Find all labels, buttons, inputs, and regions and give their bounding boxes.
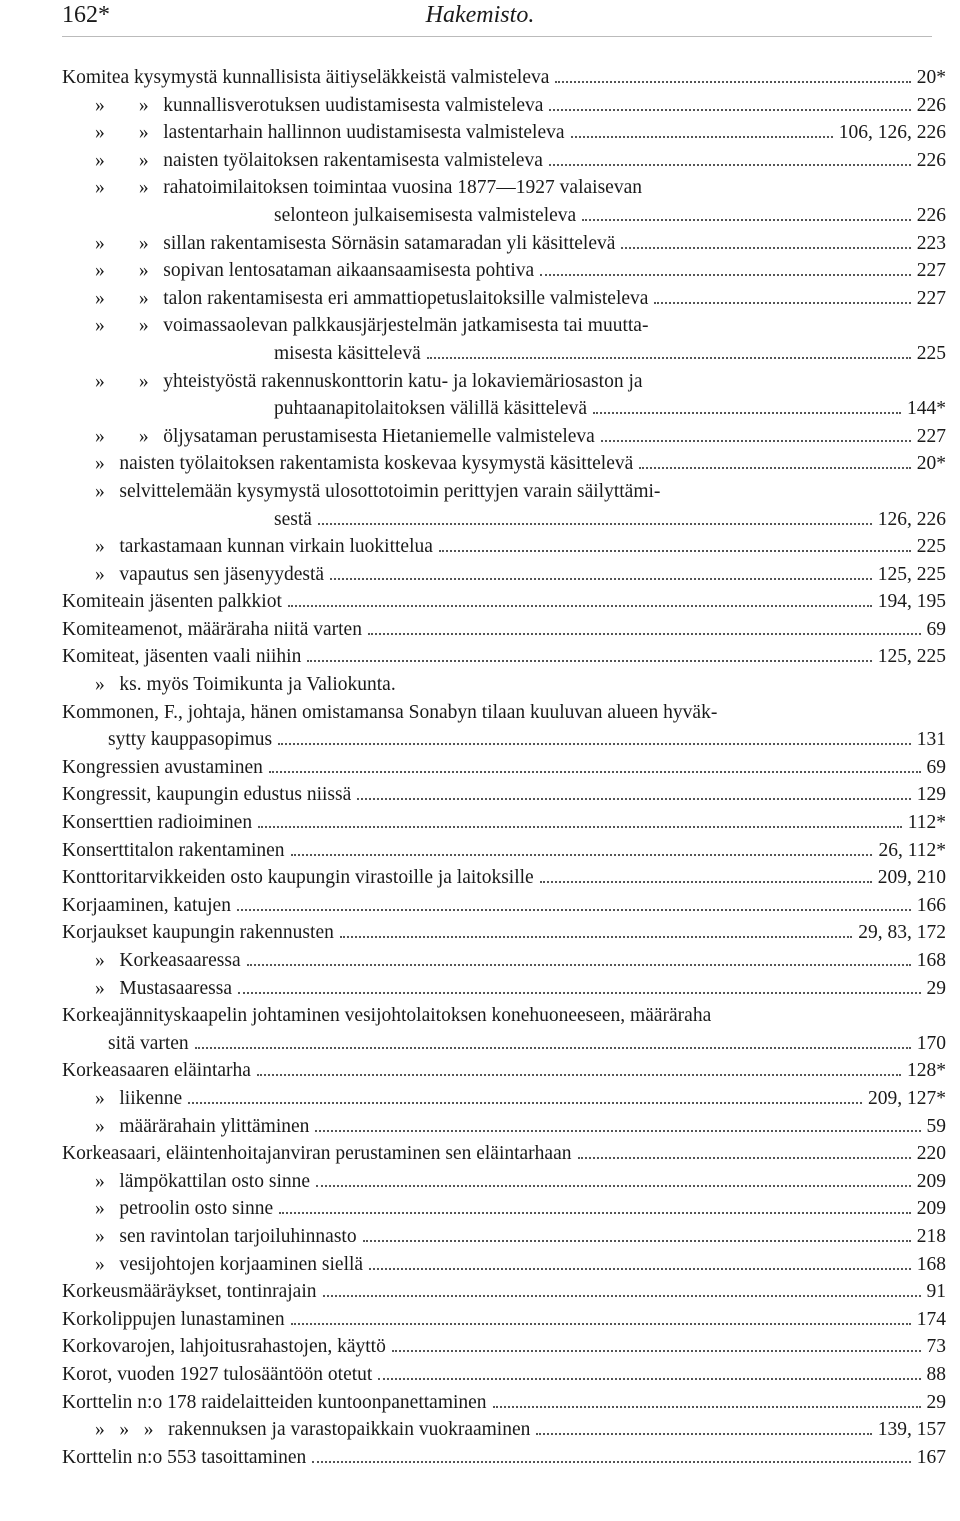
entry-pages: 69 [926,756,946,778]
dot-leader [279,1212,911,1214]
entry-pages: 227 [916,287,946,309]
index-entries [0,64,960,1471]
entry-pages: 226 [916,204,946,226]
dot-leader [540,881,872,883]
entry-text: Komitea kysymystä kunnallisista äitiyseläkkeistä valmisteleva [62,67,550,88]
dot-leader [269,771,921,773]
entry-pages: 126, 226 [877,508,946,530]
index-entry [0,257,960,285]
entry-text: » Mustasaaressa [95,977,233,999]
index-entry [0,147,960,175]
entry-pages: 226 [916,94,946,116]
entry-pages: 226 [916,149,946,171]
index-entry [0,1113,960,1141]
entry-pages: 139, 157 [877,1419,946,1441]
dot-leader [378,1378,920,1380]
dot-leader [540,274,911,276]
dot-leader [593,412,901,414]
entry-pages: 112* [907,812,946,834]
entry-text: sytty kauppasopimus [108,729,273,751]
index-entry [0,1361,960,1389]
entry-pages: 91 [926,1281,946,1303]
index-entry [0,478,960,533]
dot-leader [363,1240,911,1242]
entry-pages: 170 [916,1032,946,1054]
entry-text: » sen ravintolan tarjoiluhinnasto [95,1225,357,1247]
entry-pages: 225 [916,536,946,558]
entry-text: sitä varten [108,1032,189,1054]
index-entry [0,809,960,837]
dot-leader [439,550,911,552]
index-entry [0,1333,960,1361]
entry-text: » » talon rakentamisesta eri ammattiopetuslaitoksille valmisteleva [95,287,649,309]
entry-line: Korkeajännityskaapelin johtaminen vesijohtolaitoksen konehuoneeseen, määräraha [62,1005,712,1027]
index-entry [0,588,960,616]
index-entry [0,699,960,754]
index-entry [0,1140,960,1168]
entry-text: » määrärahain ylittäminen [95,1115,310,1137]
dot-leader [323,1295,921,1297]
entry-pages: 168 [916,1253,946,1275]
entry-pages: 88 [926,1363,946,1385]
entry-pages: 209, 127* [868,1087,946,1109]
entry-text: Korkeasaari, eläintenhoitajanviran perustaminen sen eläintarhaan [62,1143,572,1165]
entry-text: Korot, vuoden 1927 tulosääntöön otetut [62,1363,373,1385]
index-entry [0,1278,960,1306]
dot-leader [582,219,911,221]
index-entry [0,533,960,561]
index-entry [0,1416,960,1444]
entry-text: sestä [274,508,312,530]
entry-text: Konttoritarvikkeiden osto kaupungin virastoille ja laitoksille [62,867,534,889]
entry-text: Komiteamenot, määräraha niitä varten [62,618,362,640]
dot-leader [601,440,911,442]
dot-leader [307,660,871,662]
entry-pages: 59 [926,1115,946,1137]
dot-leader [340,936,852,938]
dot-leader [312,1461,910,1463]
entry-pages: 227 [916,425,946,447]
entry-text: Korkeusmääräykset, tontinrajain [62,1281,317,1303]
entry-text: Korjaukset kaupungin rakennusten [62,922,334,944]
entry-pages: 29, 83, 172 [858,922,946,944]
dot-leader [549,109,910,111]
index-entry [0,1002,960,1057]
entry-text: Korkovarojen, lahjoitusrahastojen, käyttö [62,1336,386,1358]
index-entry [0,1389,960,1417]
entry-text: » » lastentarhain hallinnon uudistamisesta valmisteleva [95,122,565,144]
dot-leader [368,633,921,635]
dot-leader [188,1102,862,1104]
index-entry [0,1168,960,1196]
index-entry [0,781,960,809]
entry-text: » » » rakennuksen ja varastopaikkain vuokraaminen [95,1419,531,1441]
entry-text: Korkeasaaren eläintarha [62,1060,251,1082]
entry-pages: 129 [916,784,946,806]
dot-leader [278,743,911,745]
dot-leader [237,909,911,911]
dot-leader [357,798,911,800]
entry-text: » » öljysataman perustamisesta Hietaniemelle valmisteleva [95,425,595,447]
dot-leader [316,1185,911,1187]
dot-leader [578,1157,911,1159]
entry-line: » » rahatoimilaitoksen toimintaa vuosina 1877—1927 valaisevan [95,177,642,199]
entry-text: Kongressit, kaupungin edustus niissä [62,784,352,806]
dot-leader [315,1130,920,1132]
entry-pages: 194, 195 [877,591,946,613]
entry-pages: 26, 112* [878,839,946,861]
entry-text: » vapautus sen jäsenyydestä [95,563,325,585]
entry-text: » lämpökattilan osto sinne [95,1170,311,1192]
dot-leader [291,1323,911,1325]
index-entry [0,119,960,147]
dot-leader [571,136,833,138]
index-entry [0,1306,960,1334]
index-entry [0,1444,960,1472]
index-entry [0,892,960,920]
dot-leader [318,523,872,525]
dot-leader [330,578,872,580]
entry-pages: 209 [916,1198,946,1220]
entry-line: » selvittelemään kysymystä ulosottotoimin perittyjen varain säilyttämi- [95,480,661,502]
entry-text: » tarkastamaan kunnan virkain luokittelua [95,536,433,558]
index-entry [0,1057,960,1085]
entry-text: Konserttien radioiminen [62,812,253,834]
dot-leader [369,1268,911,1270]
entry-text: » » naisten työlaitoksen rakentamisesta valmisteleva [95,149,543,171]
index-entry [0,671,960,699]
dot-leader [654,302,910,304]
entry-pages: 225 [916,342,946,364]
index-entry [0,230,960,258]
index-entry [0,312,960,367]
page-number: 162* [62,2,110,28]
entry-text: Kongressien avustaminen [62,756,263,778]
dot-leader [392,1350,921,1352]
running-title: Hakemisto. [425,2,535,28]
index-entry [0,1223,960,1251]
dot-leader [621,247,910,249]
entry-pages: 166 [916,894,946,916]
entry-pages: 223 [916,232,946,254]
index-entry [0,947,960,975]
entry-text: Korttelin n:o 553 tasoittaminen [62,1446,307,1468]
dot-leader [247,964,911,966]
entry-text: » vesijohtojen korjaaminen siellä [95,1253,364,1275]
entry-text: » ks. myös Toimikunta ja Valiokunta. [95,674,396,696]
index-entry [0,643,960,671]
index-entry [0,616,960,644]
dot-leader [238,992,920,994]
dot-leader [555,81,910,83]
index-entry [0,754,960,782]
entry-text: Komiteain jäsenten palkkiot [62,591,282,613]
dot-leader [195,1047,911,1049]
entry-text: » » kunnallisverotuksen uudistamisesta valmisteleva [95,94,544,116]
index-entry [0,368,960,423]
entry-pages: 69 [926,618,946,640]
entry-text: puhtaanapitolaitoksen välillä käsittelevä [274,398,587,420]
page-header [0,0,960,44]
index-entry [0,1195,960,1223]
entry-pages: 209, 210 [877,867,946,889]
entry-pages: 20* [916,67,946,88]
entry-text: Korkolippujen lunastaminen [62,1308,285,1330]
entry-pages: 168 [916,950,946,971]
entry-pages: 125, 225 [877,563,946,585]
index-entry [0,561,960,589]
index-entry [0,864,960,892]
entry-text: » » sopivan lentosataman aikaansaamisesta pohtiva [95,260,535,282]
entry-text: » liikenne [95,1087,183,1109]
entry-line: Kommonen, F., johtaja, hänen omistamansa Sonabyn tilaan kuuluvan alueen hyväk- [62,701,718,723]
index-entry [0,64,960,92]
entry-text: misesta käsittelevä [274,342,421,364]
index-entry [0,837,960,865]
dot-leader [536,1433,871,1435]
entry-pages: 209 [916,1170,946,1192]
index-entry [0,285,960,313]
dot-leader [493,1406,921,1408]
dot-leader [549,164,911,166]
index-entry [0,1251,960,1279]
entry-text: » petroolin osto sinne [95,1198,274,1220]
entry-pages: 144* [907,398,946,420]
entry-pages: 29 [926,1391,946,1413]
entry-pages: 106, 126, 226 [838,122,946,144]
dot-leader [258,826,902,828]
entry-pages: 227 [916,260,946,282]
entry-text: Korttelin n:o 178 raidelaitteiden kuntoonpanettaminen [62,1391,487,1413]
entry-pages: 20* [916,453,946,475]
entry-line: » » voimassaolevan palkkausjärjestelmän jatkamisesta tai muutta- [95,315,649,337]
dot-leader [639,467,910,469]
entry-pages: 73 [926,1336,946,1358]
index-entry [0,92,960,120]
index-entry [0,975,960,1003]
index-entry [0,174,960,229]
entry-text: Korjaaminen, katujen [62,894,231,916]
entry-pages: 218 [916,1225,946,1247]
entry-pages: 131 [916,729,946,751]
index-entry [0,450,960,478]
index-entry [0,423,960,451]
entry-line: » » yhteistyöstä rakennuskonttorin katu- ja lokaviemäriosaston ja [95,370,643,392]
entry-pages: 167 [916,1446,946,1468]
dot-leader [288,605,872,607]
entry-text: Komiteat, jäsenten vaali niihin [62,646,302,668]
header-rule [62,36,932,37]
entry-pages: 174 [916,1308,946,1330]
entry-text: » Korkeasaaressa [95,950,241,971]
entry-pages: 128* [907,1060,946,1082]
entry-pages: 125, 225 [877,646,946,668]
entry-text: » » sillan rakentamisesta Sörnäsin satamaradan yli käsittelevä [95,232,616,254]
entry-pages: 220 [916,1143,946,1165]
dot-leader [257,1074,901,1076]
entry-text: Konserttitalon rakentaminen [62,839,285,861]
index-entry [0,1085,960,1113]
index-entry [0,919,960,947]
dot-leader [291,854,873,856]
entry-text: » naisten työlaitoksen rakentamista koskevaa kysymystä käsittelevä [95,453,634,475]
entry-text: selonteon julkaisemisesta valmisteleva [274,204,577,226]
entry-pages: 29 [926,977,946,999]
dot-leader [427,357,911,359]
